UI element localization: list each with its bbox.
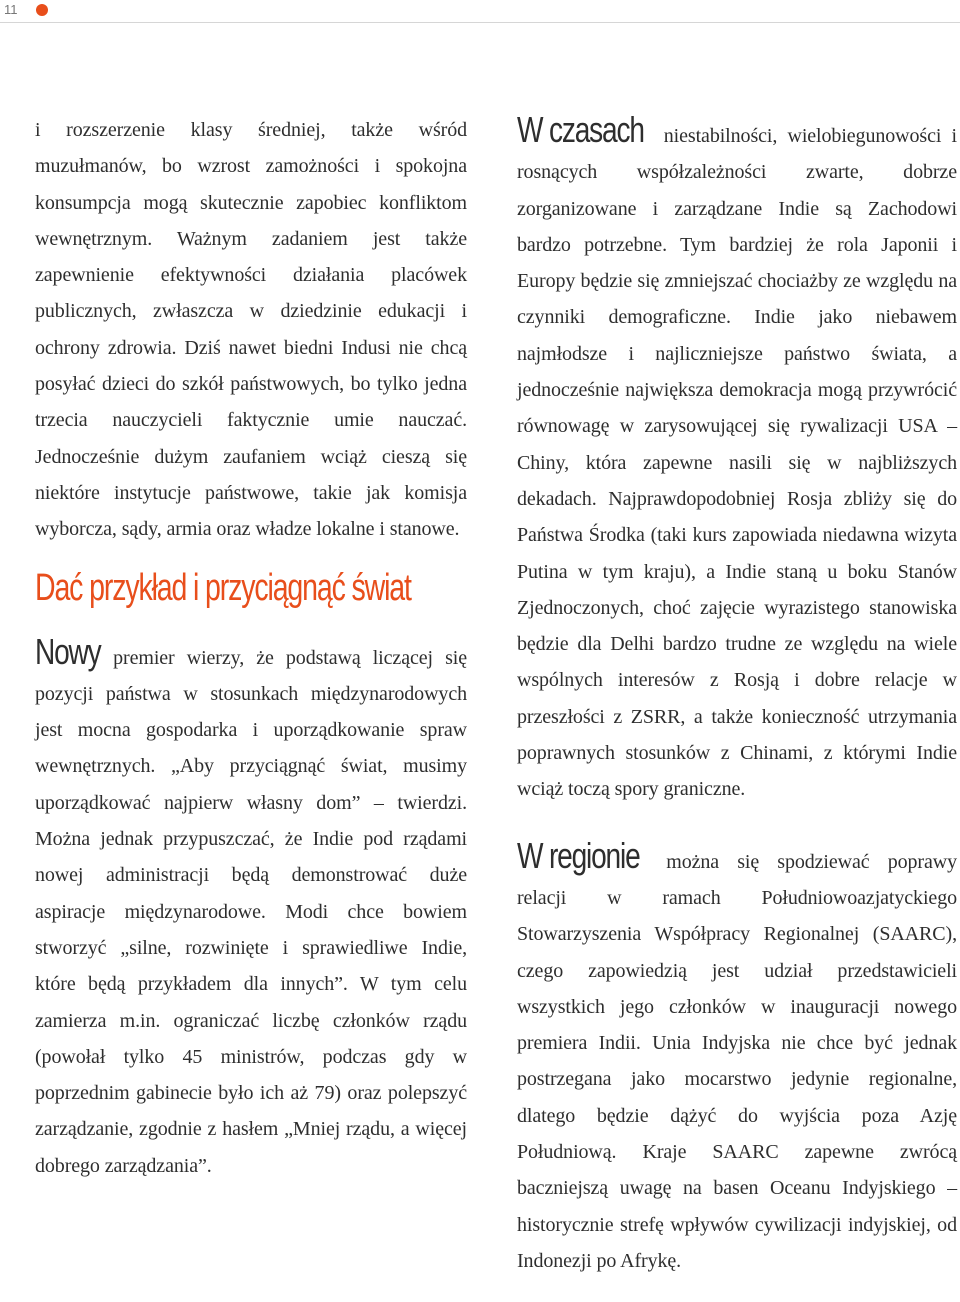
right-paragraph-1-text: niestabilności, wielobiegunowości i rosnących współzależności zwarte, dobrze zorganizowane i zarządzane Indie są Zachodowi bardzo potrzebne. Tym bardziej że rola Japonii i Europy będzie się zmniejszać chociażby ze względu na czynniki demograficzne. Indie jako niebawem najmłodsze i najliczniejsze państwo świata, a jednocześnie największa demokracja mogą przywrócić równowagę w zarysowującej się rywalizacji USA – Chiny, która zapewne nasili się w najbliższych dekadach. Najprawdopodobniej Rosja zbliży się do Państwa Środka (taki kurs zapowiada niedawna wizyta Putina w tym kraju), a Indie staną u boku Stanów Zjednoczonych, choć zajęcie wyrazistego stanowiska będzie dla Delhi bardzo trudne ze względu na wiele wspólnych interesów z Rosją i dobre relacje w przeszłości z ZSRR, a także konieczność utrzymania poprawnych stosunków z Chinami, z którymi Indie wciąż toczą spory graniczne. xyxy=(517,125,957,801)
left-paragraph-2-text: premier wierzy, że podstawą liczącej się pozycji państwa w stosunkach międzynarodowych jest mocna gospodarka i uporządkowanie spraw wewnętrznych. „Aby przyciągnąć świat, musimy uporządkować najpierw własny dom” – twierdzi. Można jednak przypuszczać, że Indie pod rządami nowej administracji będą demonstrować duże aspiracje międzynarodowe. Modi chce bowiem stworzyć „silne, rozwinięte i sprawiedliwe Indie, które będą przykładem dla innych”. W tym celu zamierza m.in. ograniczać liczbę członków rządu (powołał tylko 45 ministrów, podczas gdy w poprzednim gabinecie było ich aż 79) oraz polepszyć zarządzanie, zgodnie z hasłem „Mniej rządu, a więcej dobrego zarządzania”. xyxy=(35,646,467,1177)
page-header xyxy=(0,0,960,23)
left-paragraph-2 xyxy=(35,630,467,1184)
left-paragraph-1: i rozszerzenie klasy średniej, także wśród muzułmanów, bo wzrost zamożności i spokojna konsumpcja mogą skutecznie zapobiec konfliktom wewnętrznym. Ważnym zadaniem jest także zapewnienie efektywności działania placówek publicznych, zwłaszcza w dziedzinie edukacji i ochrony zdrowia. Dziś nawet biedni Indusi nie chcą posyłać dzieci do szkół państwowych, bo tylko jedna trzecia nauczycieli faktycznie umie nauczać. Jednocześnie dużym zaufaniem wciąż cieszą się niektóre instytucje państwowe, takie jak komisja wyborcza, sądy, armia oraz władze lokalne i stanowe. xyxy=(35,119,467,541)
drop-lead-word: W regionie xyxy=(517,834,640,876)
right-paragraph-2-text: można się spodziewać poprawy relacji w ramach Południowoazjatyckiego Stowarzyszenia Współpracy Regionalnej (SAARC), czego zapowiedzią jest udział przedstawicieli wszystkich jego członków w inauguracji nowego premiera Indii. Unia Indyjska nie chce być jednak postrzegana jako mocarstwo jedynie regionalne, dlatego będzie dążyć do wyjścia poza Azję Południową. Kraje SAARC zapewne zwrócą baczniejszą uwagę na basen Oceanu Indyjskiego – historycznie strefę wpływów cywilizacji indyjskiej, od Indonezji po Afrykę. xyxy=(517,850,957,1272)
drop-lead-word: W czasach xyxy=(517,109,644,150)
right-column xyxy=(517,109,957,1279)
left-column xyxy=(35,112,467,1184)
drop-lead-word: Nowy xyxy=(35,630,101,672)
right-paragraph-1 xyxy=(517,109,957,808)
accent-dot-icon xyxy=(36,4,48,16)
right-paragraph-2 xyxy=(517,834,957,1280)
section-heading: Dać przykład i przyciągnąć świat xyxy=(35,566,411,609)
page-number: 11 xyxy=(4,2,18,17)
paragraph-gap xyxy=(517,808,957,838)
